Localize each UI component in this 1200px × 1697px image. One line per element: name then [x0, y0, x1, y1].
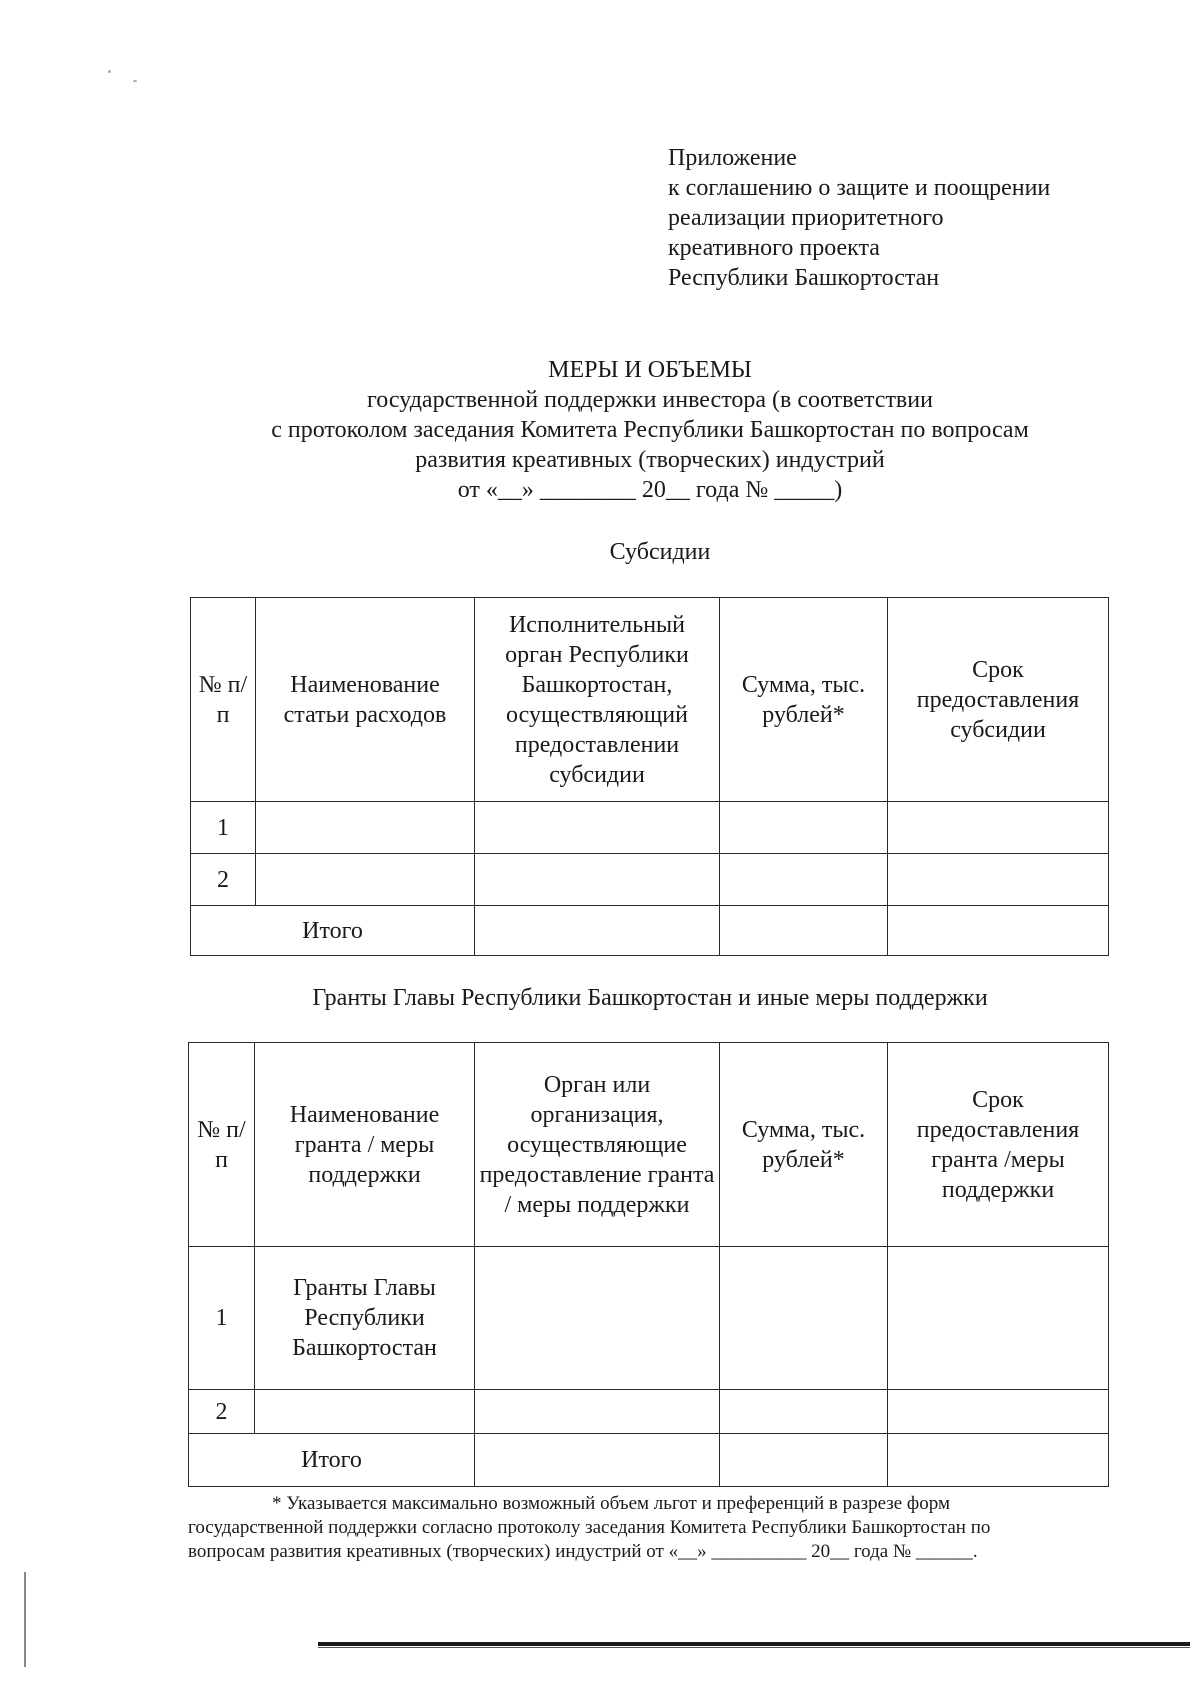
table-row — [189, 1390, 1109, 1434]
row-executive-body — [475, 802, 720, 854]
row-number: 2 — [189, 1390, 255, 1434]
total-row — [189, 1434, 1109, 1487]
header-cell-number: № п/п — [189, 1043, 255, 1247]
total-sum — [720, 906, 888, 956]
footnote-line: государственной поддержки согласно протоколу заседания Комитета Республики Башкортостан по — [188, 1517, 991, 1538]
annex-line: креативного проекта — [668, 235, 880, 261]
header-cell-grant-name: Наименование гранта / меры поддержки — [255, 1043, 475, 1247]
total-executive-body — [475, 906, 720, 956]
footnote-line: вопросам развития креативных (творческих) индустрий от «__» __________ 20__ года № ______. — [188, 1541, 978, 1562]
row-sum — [720, 1247, 888, 1390]
bottom-rule-thin — [318, 1647, 1190, 1648]
header-cell-executive-body: Исполнительный орган Республики Башкортостан, осуществляющий предоставлении субсидии — [475, 598, 720, 802]
annex-line: Приложение — [668, 145, 797, 171]
total-term — [888, 1434, 1109, 1487]
annex-line: Республики Башкортостан — [668, 265, 940, 291]
total-row — [191, 906, 1109, 956]
grants-table — [188, 1042, 1109, 1487]
document-title — [150, 355, 1150, 505]
footnote-line: * Указывается максимально возможный объем льгот и преференций в разрезе форм — [272, 1493, 950, 1514]
scan-margin-mark — [24, 1572, 26, 1667]
title-line: с протоколом заседания Комитета Республики Башкортостан по вопросам — [271, 417, 1029, 443]
header-cell-term: Срок предоставления гранта /меры поддержки — [888, 1043, 1109, 1247]
row-executive-body — [475, 854, 720, 906]
table-row — [191, 802, 1109, 854]
header-cell-term: Срок предоставления субсидии — [888, 598, 1109, 802]
row-number: 1 — [191, 802, 256, 854]
annex-header — [668, 143, 1050, 293]
subsidies-heading: Субсидии — [609, 539, 711, 565]
grants-heading: Гранты Главы Республики Башкортостан и иные меры поддержки — [312, 985, 988, 1011]
table-row — [189, 1247, 1109, 1390]
title-line: развития креативных (творческих) индустрий — [415, 447, 885, 473]
scan-speck — [108, 70, 111, 73]
row-term — [888, 854, 1109, 906]
annex-line: к соглашению о защите и поощрении — [668, 175, 1051, 201]
table-header-row — [191, 598, 1109, 802]
row-number: 1 — [189, 1247, 255, 1390]
row-term — [888, 802, 1109, 854]
title-line: МЕРЫ И ОБЪЕМЫ — [548, 357, 752, 383]
total-label: Итого — [191, 906, 475, 956]
footnote — [188, 1492, 1108, 1564]
annex-line: реализации приоритетного — [668, 205, 944, 231]
title-line: от «__» ________ 20__ года № _____) — [457, 477, 843, 503]
table-row — [191, 854, 1109, 906]
row-sum — [720, 1390, 888, 1434]
bottom-rule — [318, 1642, 1190, 1646]
header-cell-organization: Орган или организация, осуществляющие предоставление гранта / меры поддержки — [475, 1043, 720, 1247]
row-number: 2 — [191, 854, 256, 906]
row-sum — [720, 854, 888, 906]
title-line: государственной поддержки инвестора (в соответствии — [367, 387, 933, 413]
row-expense-name — [256, 802, 475, 854]
total-sum — [720, 1434, 888, 1487]
row-grant-name: Гранты Главы Республики Башкортостан — [255, 1247, 475, 1390]
header-cell-number: № п/п — [191, 598, 256, 802]
total-term — [888, 906, 1109, 956]
scan-speck — [133, 80, 137, 82]
table-header-row — [189, 1043, 1109, 1247]
row-sum — [720, 802, 888, 854]
header-cell-sum: Сумма, тыс. рублей* — [720, 1043, 888, 1247]
row-term — [888, 1390, 1109, 1434]
header-cell-expense-name: Наименование статьи расходов — [256, 598, 475, 802]
row-grant-name — [255, 1390, 475, 1434]
subsidies-table — [190, 597, 1109, 956]
header-cell-sum: Сумма, тыс. рублей* — [720, 598, 888, 802]
row-organization — [475, 1247, 720, 1390]
row-expense-name — [256, 854, 475, 906]
row-term — [888, 1247, 1109, 1390]
total-label: Итого — [189, 1434, 475, 1487]
row-organization — [475, 1390, 720, 1434]
total-organization — [475, 1434, 720, 1487]
